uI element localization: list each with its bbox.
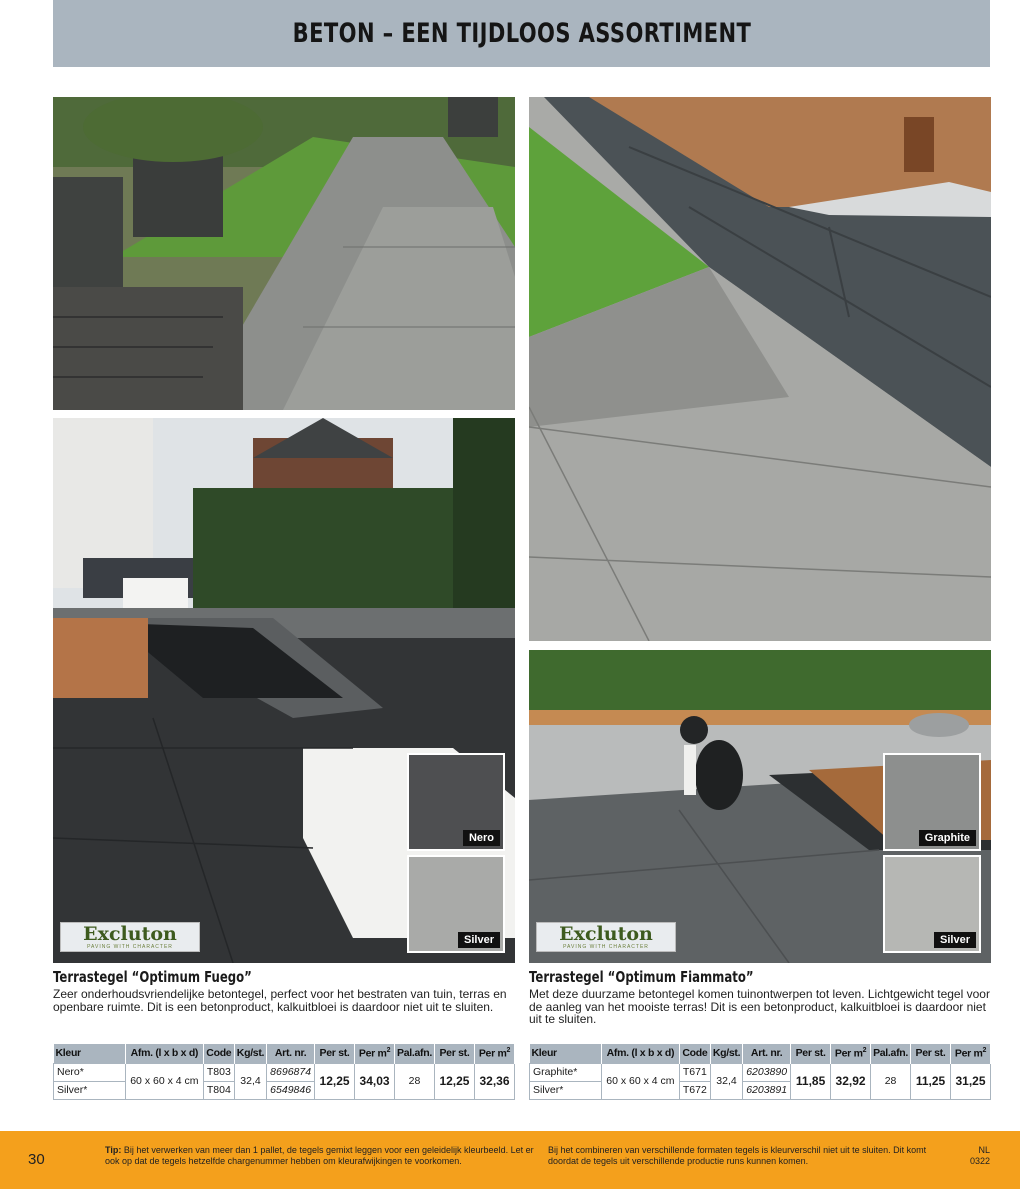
cell-color: Silver* — [54, 1081, 126, 1099]
brand-logo-name: Excluton — [559, 923, 653, 945]
column-header: Pal.afn. — [395, 1044, 435, 1063]
product-description: Met deze duurzame betontegel komen tuinontwerpen tot leven. Lichtgewicht tegel voor de aanleg van het mooiste terras! Dit is een betonproduct, kalkuitbloei is daardoor niet uit te sluiten. — [529, 987, 990, 1026]
column-header: Code — [203, 1044, 234, 1063]
column-header: Per st. — [791, 1044, 831, 1063]
table-row — [54, 1063, 515, 1081]
column-header: Per st. — [911, 1044, 951, 1063]
cell-pallet-price-per-m2: 31,25 — [951, 1063, 991, 1099]
edition-code — [970, 1145, 990, 1167]
column-header: Kleur — [54, 1044, 126, 1063]
column-header: Afm. (l x b x d) — [125, 1044, 203, 1063]
cell-code: T671 — [679, 1063, 710, 1081]
cell-dimensions: 60 x 60 x 4 cm — [125, 1063, 203, 1099]
column-header: Per $m^2$ — [831, 1044, 871, 1063]
swatch-silver-fiammato — [883, 855, 981, 953]
cell-weight: 32,4 — [710, 1063, 742, 1099]
column-header: Per $m^2$ — [951, 1044, 991, 1063]
swatch-silver-fuego — [407, 855, 505, 953]
swatch-label: Silver — [458, 932, 500, 948]
brand-logo — [60, 922, 200, 952]
cell-price-per-piece: 12,25 — [315, 1063, 355, 1099]
page-title: BETON – EEN TIJDLOOS ASSORTIMENT — [292, 18, 751, 49]
region-code: NL — [978, 1145, 990, 1155]
cell-code: T803 — [203, 1063, 234, 1081]
cell-art-nr: 6203890 — [743, 1063, 791, 1081]
table-header-row — [54, 1044, 515, 1063]
tip-text: Bij het verwerken van meer dan 1 pallet, de tegels gemixt leggen voor een geleidelijk kleurbeeld. Let er ook op dat de tegels hetzelfde chargenummer hebben om kleurafwijkingen te voorkomen. — [105, 1145, 534, 1166]
product-optimum-fiammato — [529, 968, 991, 1026]
page-footer — [0, 1131, 1020, 1189]
swatch-label: Nero — [463, 830, 500, 846]
product-description: Zeer onderhoudsvriendelijke betontegel, perfect voor het bestraten van tuin, terras en openbare ruimte. Dit is een betonproduct, kalkuitbloei is daardoor niet uit te sluiten. — [53, 987, 507, 1014]
cell-pallet-price-per-piece: 11,25 — [911, 1063, 951, 1099]
brand-logo-tagline: PAVING WITH CHARACTER — [563, 944, 649, 950]
page-number: 30 — [28, 1151, 45, 1168]
cell-pallet-qty: 28 — [395, 1063, 435, 1099]
brand-logo-name: Excluton — [83, 923, 177, 945]
product-title: Terrastegel “Optimum Fiammato” — [529, 968, 754, 986]
footer-note: Bij het combineren van verschillende formaten tegels is kleurverschil niet uit te sluiten. Dit komt doordat de tegels uit verschillende productie runs kunnen komen. — [548, 1145, 927, 1166]
footer-tip — [105, 1145, 535, 1167]
column-header: Per st. — [315, 1044, 355, 1063]
photo-wall-terrace — [529, 97, 991, 641]
table-header-row — [530, 1044, 991, 1063]
column-header: Art. nr. — [267, 1044, 315, 1063]
cell-color: Graphite* — [530, 1063, 602, 1081]
table-row — [530, 1063, 991, 1081]
cell-pallet-qty: 28 — [871, 1063, 911, 1099]
cell-art-nr: 8696874 — [267, 1063, 315, 1081]
tip-label: Tip: — [105, 1145, 122, 1155]
cell-price-per-piece: 11,85 — [791, 1063, 831, 1099]
column-header: Pal.afn. — [871, 1044, 911, 1063]
edition-number: 0322 — [969, 1156, 990, 1166]
price-table-fuego — [53, 1044, 515, 1100]
column-header: Kleur — [530, 1044, 602, 1063]
price-table-fiammato — [529, 1044, 991, 1100]
column-header: Per st. — [434, 1044, 474, 1063]
column-header: Kg/st. — [234, 1044, 266, 1063]
cell-pallet-price-per-piece: 12,25 — [434, 1063, 474, 1099]
product-optimum-fuego — [53, 968, 515, 1013]
column-header: Per $m^2$ — [474, 1044, 514, 1063]
cell-weight: 32,4 — [234, 1063, 266, 1099]
brand-logo — [536, 922, 676, 952]
cell-art-nr: 6549846 — [267, 1081, 315, 1099]
cell-price-per-m2: 34,03 — [355, 1063, 395, 1099]
column-header: Art. nr. — [743, 1044, 791, 1063]
column-header: Kg/st. — [710, 1044, 742, 1063]
cell-color: Silver* — [530, 1081, 602, 1099]
cell-dimensions: 60 x 60 x 4 cm — [601, 1063, 679, 1099]
cell-code: T672 — [679, 1081, 710, 1099]
swatch-nero — [407, 753, 505, 851]
brand-logo-tagline: PAVING WITH CHARACTER — [87, 944, 173, 950]
cell-color: Nero* — [54, 1063, 126, 1081]
swatch-label: Silver — [934, 932, 976, 948]
column-header: Code — [679, 1044, 710, 1063]
cell-code: T804 — [203, 1081, 234, 1099]
swatch-label: Graphite — [919, 830, 976, 846]
column-header: Afm. (l x b x d) — [601, 1044, 679, 1063]
cell-art-nr: 6203891 — [743, 1081, 791, 1099]
swatch-graphite — [883, 753, 981, 851]
page-header — [53, 0, 990, 67]
product-title: Terrastegel “Optimum Fuego” — [53, 968, 252, 986]
cell-pallet-price-per-m2: 32,36 — [474, 1063, 514, 1099]
cell-price-per-m2: 32,92 — [831, 1063, 871, 1099]
photo-garden-path — [53, 97, 515, 410]
column-header: Per $m^2$ — [355, 1044, 395, 1063]
